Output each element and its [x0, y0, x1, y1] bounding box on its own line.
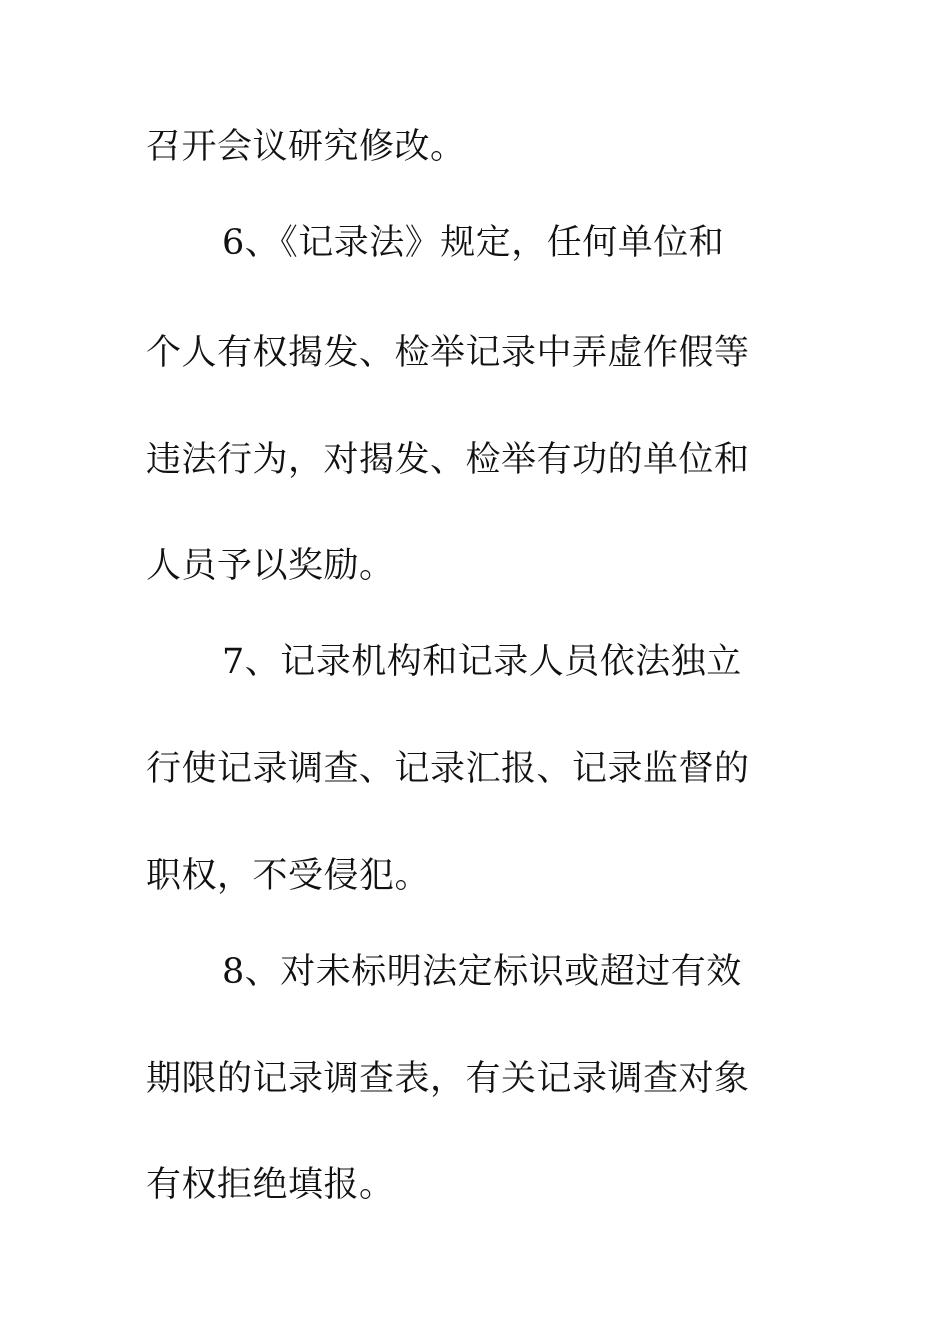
paragraph-line: 6、《记录法》规定，任何单位和: [222, 223, 725, 263]
paragraph-line: 个人有权揭发、检举记录中弄虚作假等: [146, 333, 750, 373]
paragraph-line: 人员予以奖励。: [146, 546, 395, 586]
paragraph-line: 违法行为，对揭发、检举有功的单位和: [146, 440, 750, 480]
paragraph-line: 召开会议研究修改。: [146, 127, 466, 167]
paragraph-line: 期限的记录调查表，有关记录调查对象: [146, 1059, 750, 1099]
paragraph-line: 8、对未标明法定标识或超过有效: [222, 952, 742, 992]
paragraph-line: 有权拒绝填报。: [146, 1165, 395, 1205]
paragraph-line: 行使记录调查、记录汇报、记录监督的: [146, 749, 750, 789]
paragraph-line: 7、记录机构和记录人员依法独立: [222, 642, 742, 682]
paragraph-line: 职权，不受侵犯。: [146, 856, 431, 896]
